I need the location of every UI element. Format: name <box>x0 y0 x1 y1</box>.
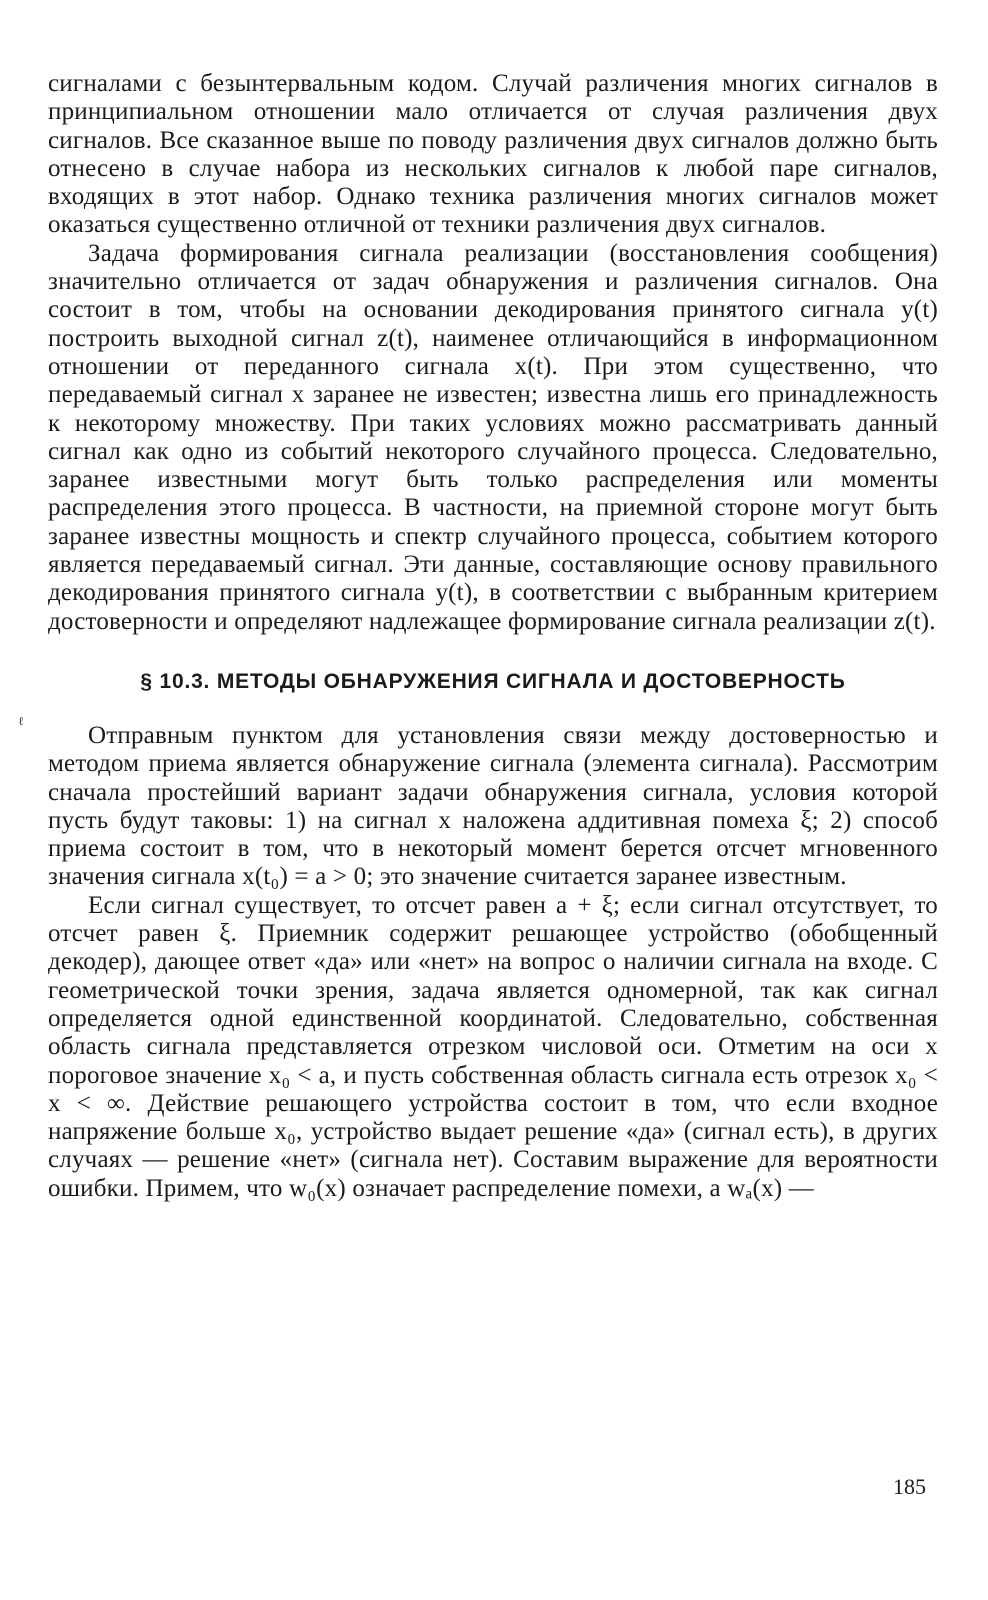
page-number: 185 <box>893 1474 926 1499</box>
section-heading: § 10.3. МЕТОДЫ ОБНАРУЖЕНИЯ СИГНАЛА И ДОСТОВЕРНОСТЬ <box>140 669 846 693</box>
margin-mark: ℓ <box>18 714 24 728</box>
page-body <box>48 70 938 1203</box>
paragraph-2: Задача формирования сигнала реализации (восстановления сообщения) значительно отличается от задач обнаружения и различения сигналов. Она состоит в том, чтобы на основании декодирования принятого сигнала y(t) построить выходной сигнал z(t), наименее отличающийся в информационном отношении от переданного сигнала x(t). При этом существенно, что передаваемый сигнал x заранее не известен; известна лишь его принадлежность к некоторому множеству. При таких условиях можно рассматривать данный сигнал как одно из событий некоторого случайного процесса. Следовательно, заранее известными могут быть только распределения или моменты распределения этого процесса. В частности, на приемной стороне могут быть заранее известны мощность и спектр случайного процесса, событием которого является передаваемый сигнал. Эти данные, составляющие основу правильного декодирования принятого сигнала y(t), в соответствии с выбранным критерием достоверности и определяют надлежащее формирование сигнала реализации z(t). <box>48 239 938 635</box>
paragraph-1: сигналами с безынтервальным кодом. Случай различения многих сигналов в принципиальном отношении мало отличается от случая различения двух сигналов. Все сказанное выше по поводу различения двух сигналов должно быть отнесено в случае набора из нескольких сигналов к любой паре сигналов, входящих в этот набор. Однако техника различения многих сигналов может оказаться существенно отличной от техники различения двух сигналов. <box>48 70 938 239</box>
paragraph-4: Если сигнал существует, то отсчет равен a + ξ; если сигнал отсутствует, то отсчет равен ξ. Приемник содержит решающее устройство (обобщенный декодер), дающее ответ «да» или «нет» на вопрос о наличии сигнала на входе. С геометрической точки зрения, задача является одномерной, так как сигнал определяется одной единственной координатой. Следовательно, собственная область сигнала представляется отрезком числовой оси. Отметим на оси x пороговое значение x₀ < a, и пусть собственная область сигнала есть отрезок x₀ < x < ∞. Действие решающего устройства состоит в том, что если входное напряжение больше x₀, устройство выдает решение «да» (сигнал есть), в других случаях — решение «нет» (сигнала нет). Составим выражение для вероятности ошибки. Примем, что w₀(x) означает распределение помехи, а wₐ(x) — <box>48 891 938 1202</box>
paragraph-3: Отправным пунктом для установления связи между достоверностью и методом приема является обнаружение сигнала (элемента сигнала). Рассмотрим сначала простейший вариант задачи обнаружения сигнала, условия которой пусть будут таковы: 1) на сигнал x наложена аддитивная помеха ξ; 2) способ приема состоит в том, что в некоторый момент берется отсчет мгновенного значения сигнала x(t₀) = a > 0; это значение считается заранее известным. <box>48 721 938 891</box>
